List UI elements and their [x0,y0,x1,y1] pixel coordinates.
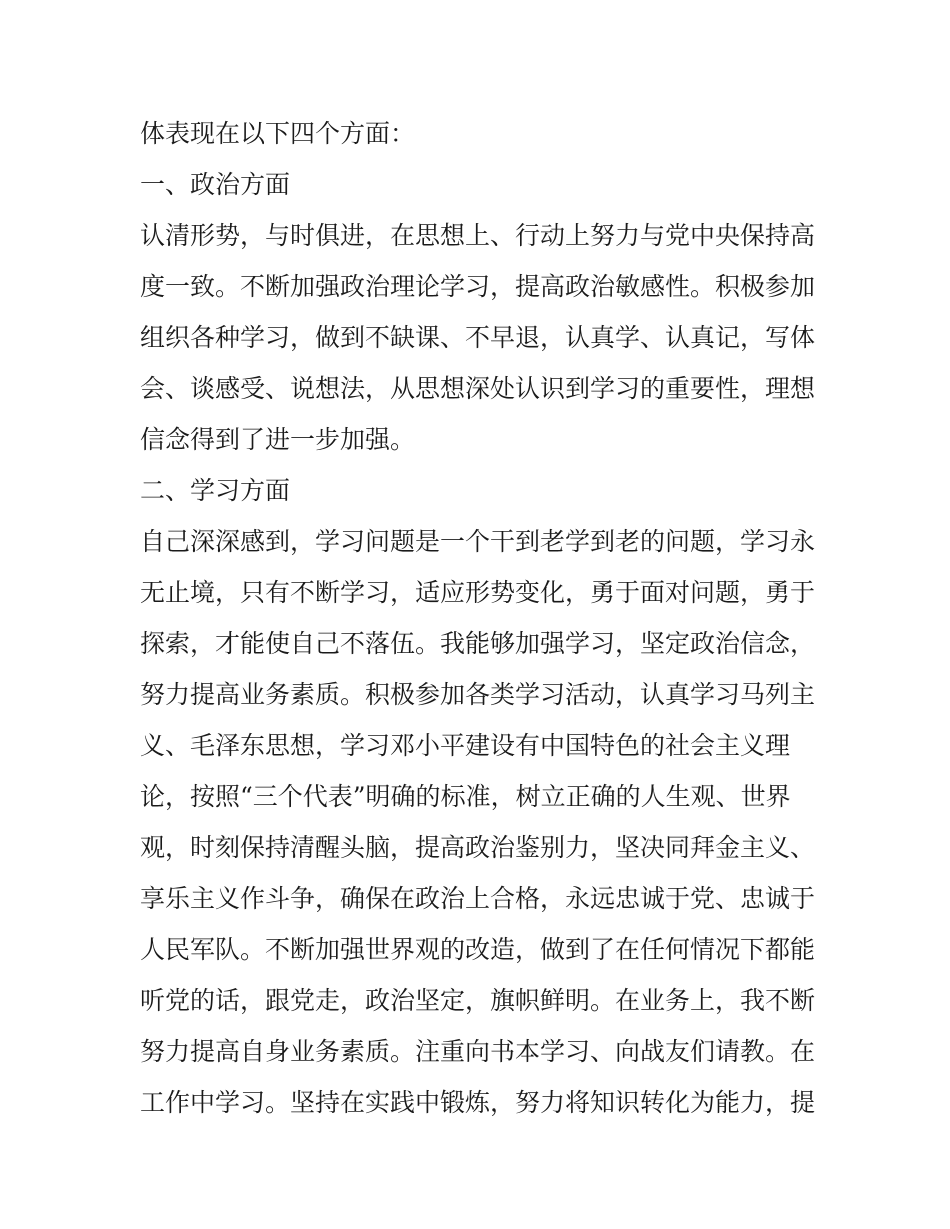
document-body [140,108,820,1128]
text-line: 无止境，只有不断学习，适应形势变化，勇于面对问题，勇于 [140,578,816,607]
text-line: 信念得到了进一步加强。 [140,425,416,454]
text-line: 组织各种学习，做到不缺课、不早退，认真学、认真记，写体 [140,323,816,352]
section-heading-politics: 一、政治方面 [140,170,291,199]
text-line: 度一致。不断加强政治理论学习，提高政治敏感性。积极参加 [140,272,816,301]
text-line: 享乐主义作斗争，确保在政治上合格，永远忠诚于党、忠诚于 [140,884,816,913]
text-line: 自己深深感到，学习问题是一个干到老学到老的问题，学习永 [140,527,816,556]
text-line: 听党的话，跟党走，政治坚定，旗帜鲜明。在业务上，我不断 [140,986,816,1015]
text-line: 认清形势，与时俱进，在思想上、行动上努力与党中央保持高 [140,221,816,250]
text-line: 义、毛泽东思想，学习邓小平建设有中国特色的社会主义理 [140,731,791,760]
text-line: 人民军队。不断加强世界观的改造，做到了在任何情况下都能 [140,935,816,964]
text-line: 观，时刻保持清醒头脑，提高政治鉴别力，坚决同拜金主义、 [140,833,816,862]
text-line: 会、谈感受、说想法，从思想深处认识到学习的重要性，理想 [140,374,816,403]
section-heading-study: 二、学习方面 [140,476,291,505]
text-line: 努力提高自身业务素质。注重向书本学习、向战友们请教。在 [140,1037,816,1066]
text-line: 论，按照“三个代表”明确的标准，树立正确的人生观、世界 [140,782,791,811]
text-line: 体表现在以下四个方面： [140,119,416,148]
text-line: 努力提高业务素质。积极参加各类学习活动，认真学习马列主 [140,680,816,709]
text-line: 工作中学习。坚持在实践中锻炼，努力将知识转化为能力，提 [140,1088,816,1117]
text-line: 探索，才能使自己不落伍。我能够加强学习，坚定政治信念， [140,629,816,658]
